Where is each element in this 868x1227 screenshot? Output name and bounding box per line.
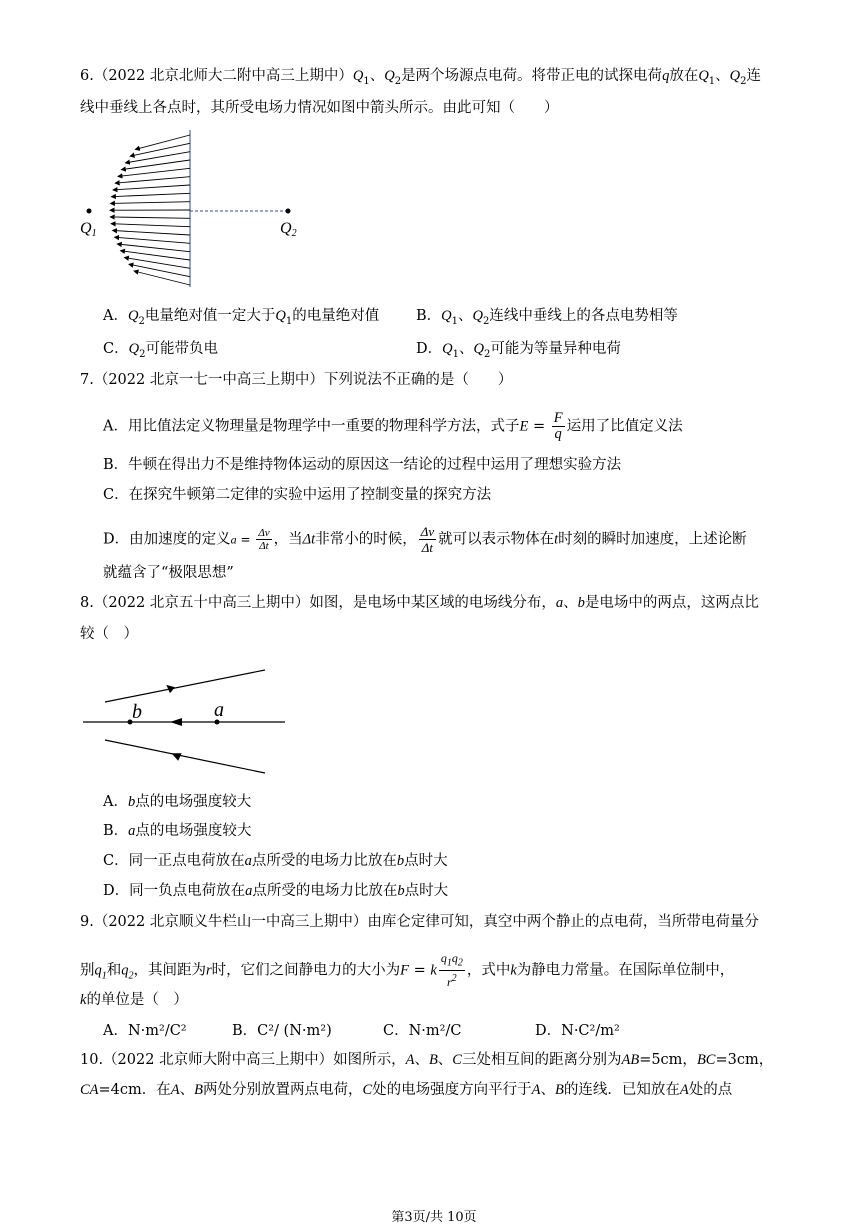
q7-stem: 7.（2022 北京一七一中高三上期中）下列说法不正确的是（ ） (80, 372, 513, 388)
q6-option-a[interactable]: A．$Q_2$电量绝对值一定大于$Q_1$的电量绝对值 (103, 308, 380, 327)
lower-arrowhead (170, 751, 181, 761)
force-arrow (129, 264, 190, 276)
page-footer: 第3页/共 10页 (391, 1210, 477, 1225)
q8-stem-line2: 较（ ） (80, 626, 138, 642)
force-arrow (135, 135, 190, 149)
q9-option-a[interactable]: A．N·m²/C² (103, 1023, 187, 1039)
q6-stem-line1: 6.（2022 北京北师大二附中高三上期中）$Q_1$、$Q_2$是两个场源点电荷。将带正电的试探电荷q放在$Q_1$、$Q_2$连 (80, 68, 762, 87)
force-arrow (118, 168, 190, 176)
q8-stem-line1: 8.（2022 北京五十中高三上期中）如图，是电场中某区域的电场线分布，a、b是电场中的两点，这两点比 (80, 595, 759, 611)
q10-stem-line1: 10.（2022 北京师大附中高三上期中）如图所示，A、B、C三处相互间的距离分别为AB=5cm，BC=3cm， (80, 1052, 774, 1068)
force-arrow (117, 244, 190, 252)
middle-arrowhead (170, 718, 182, 726)
force-arrow (130, 143, 190, 156)
q6-option-b[interactable]: B．$Q_1$、$Q_2$连线中垂线上的各点电势相等 (416, 308, 678, 327)
q7-option-d-line2: 就蕴含了“极限思想” (103, 565, 234, 581)
q7-fraction-dv-dt-2: $\frac{\Delta v}{\Delta t}$ (420, 524, 435, 555)
q9-coulomb-fraction: $\frac{q_1q_2}{r^2}$ (440, 951, 463, 990)
q1-label: Q1 (80, 220, 97, 239)
q9-option-b[interactable]: B．C²/ (N·m²) (232, 1023, 332, 1039)
upper-field-line (105, 670, 265, 702)
point-b-label: b (132, 701, 142, 723)
force-arrow (113, 230, 190, 235)
q7-fraction-f-over-q: $\frac{F}{q}$ (553, 410, 563, 442)
q9-option-d[interactable]: D．N·C²/m² (535, 1023, 620, 1039)
force-arrow (113, 185, 190, 190)
q8-option-c[interactable]: C．同一正点电荷放在a点所受的电场力比放在b点时大 (103, 853, 448, 869)
point-a-label: a (214, 699, 224, 721)
force-arrow (111, 193, 190, 196)
q2-label: Q2 (280, 220, 297, 239)
force-arrow (111, 224, 190, 227)
q7-option-a[interactable]: A．用比值法定义物理量是物理学中一重要的物理科学方法，式子E = $\frac{F}{q}$ 运用了比值定义法 (103, 410, 683, 442)
q7-fraction-dv-dt: $\frac{\Delta v}{\Delta t}$ (258, 527, 270, 552)
q2-point (286, 209, 291, 214)
q7-option-b[interactable]: B．牛顿在得出力不是维持物体运动的原因这一结论的过程中运用了理想实验方法 (103, 457, 622, 473)
q6-option-d[interactable]: D．$Q_1$、$Q_2$可能为等量异种电荷 (416, 341, 621, 360)
q8-option-d[interactable]: D．同一负点电荷放在a点所受的电场力比放在b点时大 (103, 883, 449, 899)
force-arrow (110, 202, 190, 204)
q6-field-figure (70, 125, 310, 295)
q8-field-lines-figure (75, 660, 295, 780)
force-arrow (110, 217, 190, 218)
q9-stem-line3: k的单位是（ ） (80, 992, 188, 1008)
q6-option-c[interactable]: C．$Q_2$可能带负电 (103, 341, 218, 360)
q7-option-c[interactable]: C．在探究牛顿第二定律的实验中运用了控制变量的探究方法 (103, 487, 492, 503)
force-arrows (110, 135, 190, 285)
q8-option-b[interactable]: B．a点的电场强度较大 (103, 823, 252, 839)
q7-option-d[interactable]: D．由加速度的定义a = $\frac{\Delta v}{\Delta t}$ ，当Δt非常小的时候， $\frac{\Delta v}{\Delta t}$ 就可以表示物体在t时刻的瞬时加速度，上述论断 (103, 524, 747, 555)
force-arrow (134, 271, 190, 285)
lower-field-line (105, 740, 265, 773)
q9-stem-line1: 9.（2022 北京顺义牛栏山一中高三上期中）由库仑定律可知，真空中两个静止的点电荷，当所带电荷量分 (80, 914, 759, 930)
force-arrow (115, 177, 190, 183)
q10-stem-line2: CA=4cm．在A、B两处分别放置两点电荷，C处的电场强度方向平行于A、B的连线．已知放在A处的点 (80, 1082, 733, 1098)
force-arrow (115, 237, 190, 243)
q9-stem-line2: 别$q_1$和$q_2$，其间距为r时，它们之间静电力的大小为F = k $\frac{q_1q_2}{r^2}$ ，式中k为静电力常量。在国际单位制中， (80, 951, 735, 990)
q6-stem-line2: 线中垂线上各点时，其所受电场力情况如图中箭头所示。由此可知（ ） (80, 100, 559, 116)
q9-option-c[interactable]: C．N·m²/C (383, 1023, 462, 1039)
q1-point (87, 209, 92, 214)
q8-option-a[interactable]: A．b点的电场强度较大 (103, 794, 252, 810)
